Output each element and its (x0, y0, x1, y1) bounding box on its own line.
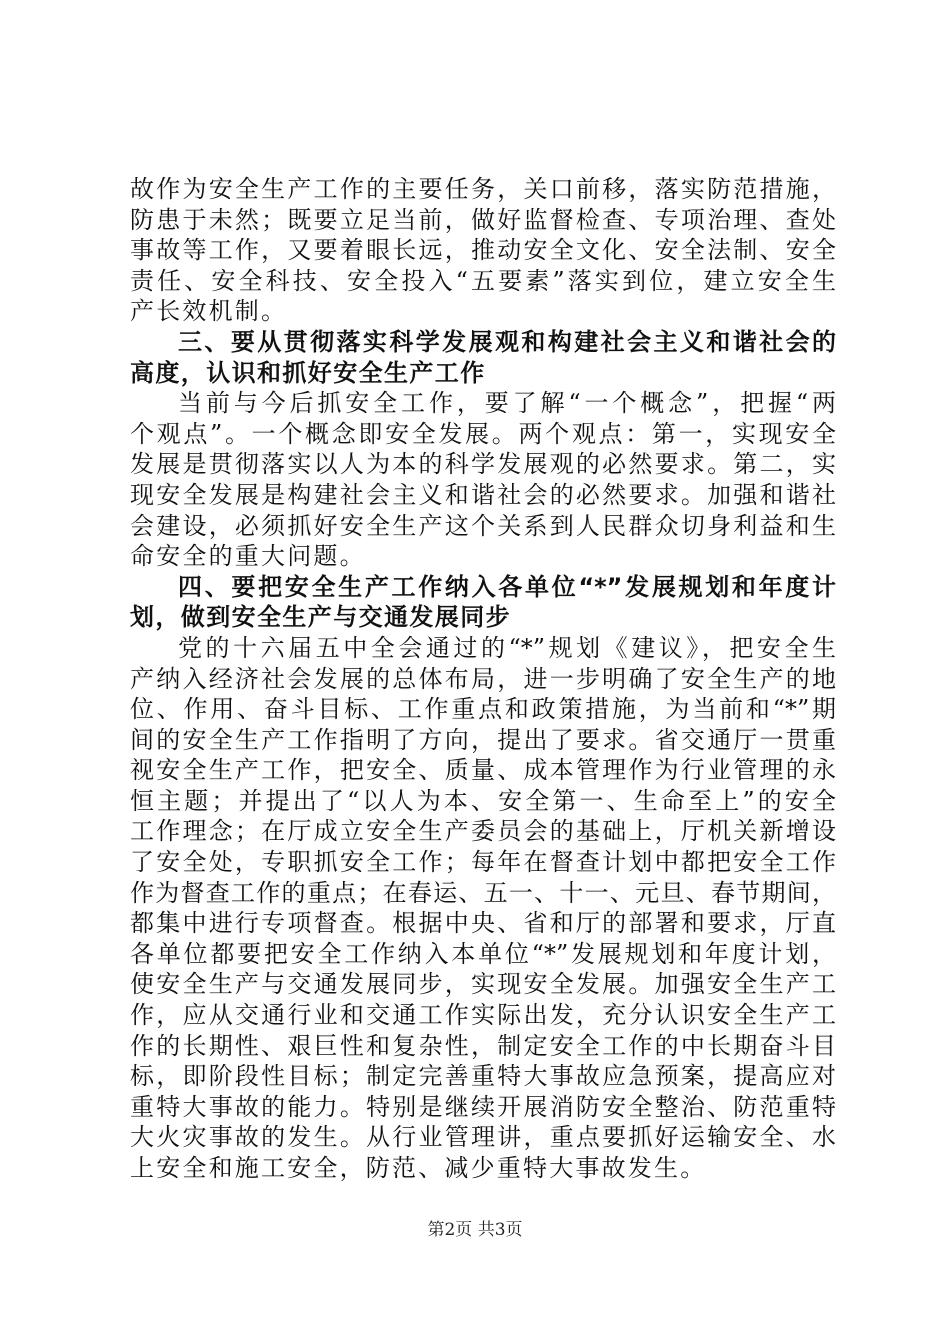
document-body (130, 174, 836, 1184)
heading-line: 四、要把安全生产工作纳入各单位“*”发展规划和年度计 (178, 572, 836, 601)
text-line: 恒主题；并提出了“以人为本、安全第一、生命至上”的安全 (130, 786, 836, 815)
heading-line: 高度，认识和抓好安全生产工作 (130, 358, 486, 387)
text-line: 党的十六届五中全会通过的“*”规划《建议》，把安全生 (178, 633, 836, 662)
text-line: 现安全发展是构建社会主义和谐社会的必然要求。加强和谐社 (130, 480, 836, 509)
text-line: 作的长期性、艰巨性和复杂性，制定安全工作的中长期奋斗目 (130, 1031, 836, 1060)
text-line: 当前与今后抓安全工作，要了解“一个概念”，把握“两 (178, 389, 836, 418)
text-line: 防患于未然；既要立足当前，做好监督检查、专项治理、查处 (130, 205, 836, 234)
text-line: 各单位都要把安全工作纳入本单位“*”发展规划和年度计划， (130, 939, 836, 968)
text-line: 重特大事故的能力。特别是继续开展消防安全整治、防范重特 (130, 1092, 836, 1121)
text-line: 命安全的重大问题。 (130, 542, 366, 571)
text-line: 责任、安全科技、安全投入“五要素”落实到位，建立安全生 (130, 266, 836, 295)
text-line: 工作理念；在厅成立安全生产委员会的基础上，厅机关新增设 (130, 817, 836, 846)
paragraph-continuation (130, 174, 836, 327)
text-line: 作，应从交通行业和交通工作实际出发，充分认识安全生产工 (130, 1001, 836, 1030)
page-number-footer: 第2页 共3页 (427, 1220, 523, 1240)
text-line: 上安全和施工安全，防范、减少重特大事故发生。 (130, 1154, 707, 1182)
text-line: 了安全处，专职抓安全工作；每年在督查计划中都把安全工作 (130, 848, 836, 877)
text-line: 个观点”。一个概念即安全发展。两个观点：第一，实现安全 (130, 419, 836, 448)
text-line: 间的安全生产工作指明了方向，提出了要求。省交通厅一贯重 (130, 725, 836, 754)
text-line: 大火灾事故的发生。从行业管理讲，重点要抓好运输安全、水 (130, 1123, 836, 1152)
heading-line: 划，做到安全生产与交通发展同步 (130, 603, 511, 632)
paragraph-safety-development (130, 388, 836, 572)
text-line: 会建设，必须抓好安全生产这个关系到人民群众切身利益和生 (130, 511, 836, 540)
text-line: 作为督查工作的重点；在春运、五一、十一、元旦、春节期间， (130, 878, 836, 907)
text-line: 标，即阶段性目标；制定完善重特大事故应急预案，提高应对 (130, 1062, 836, 1091)
section-heading-three (130, 327, 836, 388)
text-line: 都集中进行专项督查。根据中央、省和厅的部署和要求，厅直 (130, 909, 836, 938)
text-line: 事故等工作，又要着眼长远，推动安全文化、安全法制、安全 (130, 236, 836, 265)
text-line: 故作为安全生产工作的主要任务，关口前移，落实防范措施， (130, 175, 836, 203)
text-line: 位、作用、奋斗目标、工作重点和政策措施，为当前和“*”期 (130, 695, 836, 724)
text-line: 产长效机制。 (130, 297, 288, 326)
text-line: 视安全生产工作，把安全、质量、成本管理作为行业管理的永 (130, 756, 836, 785)
text-line: 发展是贯彻落实以人为本的科学发展观的必然要求。第二，实 (130, 450, 836, 479)
heading-line: 三、要从贯彻落实科学发展观和构建社会主义和谐社会的 (178, 327, 836, 356)
text-line: 产纳入经济社会发展的总体布局，进一步明确了安全生产的地 (130, 664, 836, 693)
text-line: 使安全生产与交通发展同步，实现安全发展。加强安全生产工 (130, 970, 836, 999)
section-heading-four (130, 572, 836, 633)
paragraph-planning (130, 633, 836, 1184)
